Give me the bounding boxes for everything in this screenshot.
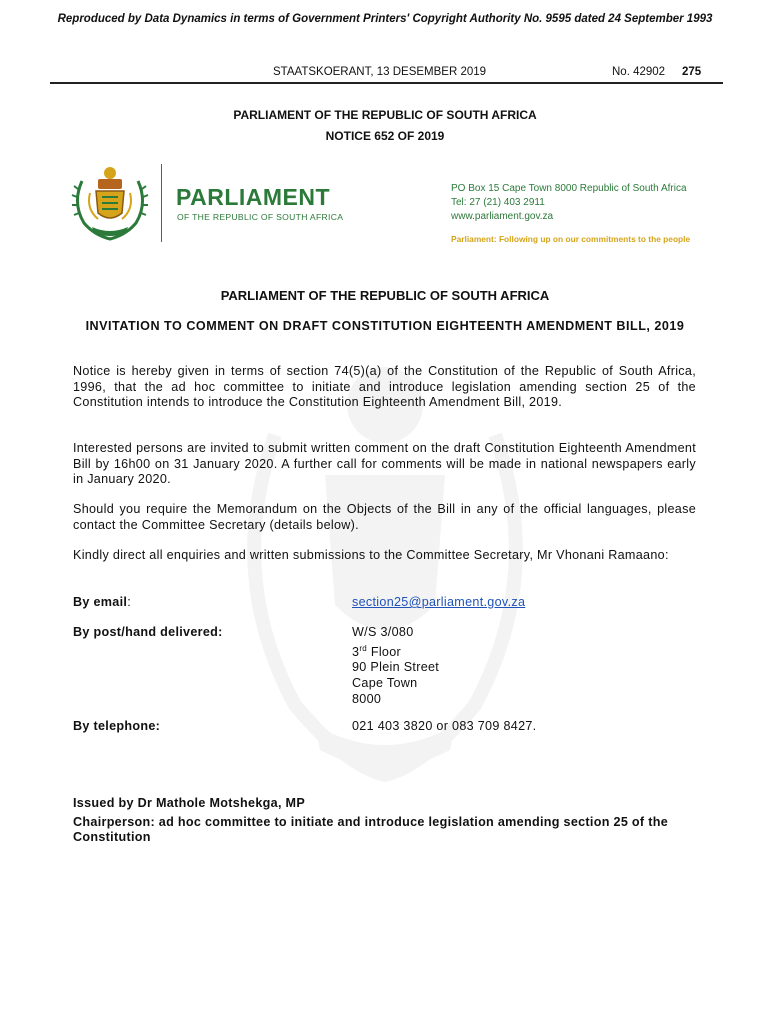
- address-line: Cape Town: [352, 675, 418, 690]
- chairperson: Chairperson: ad hoc committee to initiate and introduce legislation amending section 25 of the Constitution: [73, 815, 668, 844]
- parliament-subtitle: OF THE REPUBLIC OF SOUTH AFRICA: [177, 212, 344, 222]
- coat-of-arms-icon: [68, 163, 152, 243]
- header-rule: [50, 82, 723, 84]
- notice-heading: PARLIAMENT OF THE REPUBLIC OF SOUTH AFRICA: [233, 108, 537, 122]
- page-number: 275: [682, 66, 702, 78]
- invitation-title: INVITATION TO COMMENT ON DRAFT CONSTITUTION EIGHTEENTH AMENDMENT BILL, 2019: [85, 319, 685, 333]
- reproduction-note: Reproduced by Data Dynamics in terms of Government Printers' Copyright Authority No. 9595 dated 24 September 1993: [57, 13, 713, 25]
- telephone-label: By telephone:: [73, 719, 161, 733]
- telephone-numbers: 021 403 3820 or 083 709 8427.: [352, 719, 537, 733]
- address-line: W/S 3/080: [352, 625, 414, 639]
- tagline: Parliament: Following up on our commitments to the people: [451, 234, 691, 244]
- paragraph-memorandum: Should you require the Memorandum on the Objects of the Bill in any of the official languages, please contact the Committee Secretary (details below).: [73, 502, 696, 532]
- address-line: 8000: [352, 691, 382, 706]
- gazette-number: No. 42902: [612, 66, 666, 78]
- postal-address: PO Box 15 Cape Town 8000 Republic of South Africa: [451, 183, 687, 194]
- parliament-wordmark: PARLIAMENT: [176, 184, 331, 210]
- address-line: 90 Plein Street: [352, 660, 440, 675]
- post-label: By post/hand delivered:: [73, 625, 223, 639]
- email-link[interactable]: section25@parliament.gov.za: [352, 595, 526, 609]
- paragraph-notice: Notice is hereby given in terms of section 74(5)(a) of the Constitution of the Republic of South Africa, 1996, that the ad hoc committee to initiate and introduce legislation amending section 25 of the Constitution intends to introduce the Constitution Eighteenth Amendment Bill, 2019.: [73, 364, 696, 410]
- gazette-date: STAATSKOERANT, 13 DESEMBER 2019: [273, 66, 487, 78]
- notice-number: NOTICE 652 OF 2019: [325, 129, 445, 143]
- document-title: PARLIAMENT OF THE REPUBLIC OF SOUTH AFRICA: [220, 288, 550, 303]
- telephone-line: Tel: 27 (21) 403 2911: [451, 197, 545, 208]
- issued-by: Issued by Dr Mathole Motshekga, MP: [73, 796, 306, 810]
- postal-address-block: [352, 625, 439, 707]
- website: www.parliament.gov.za: [451, 211, 554, 222]
- letterhead-divider: [161, 164, 162, 242]
- paragraph-invitation: Interested persons are invited to submit written comment on the draft Constitution Eighteenth Amendment Bill by 16h00 on 31 January 2020. A further call for comments will be made in national newspapers early in January 2020.: [73, 441, 696, 487]
- address-line: 3rd Floor: [352, 643, 402, 659]
- email-label: By email:: [73, 595, 132, 609]
- paragraph-enquiries: Kindly direct all enquiries and written submissions to the Committee Secretary, Mr Vhonani Ramaano:: [73, 548, 669, 562]
